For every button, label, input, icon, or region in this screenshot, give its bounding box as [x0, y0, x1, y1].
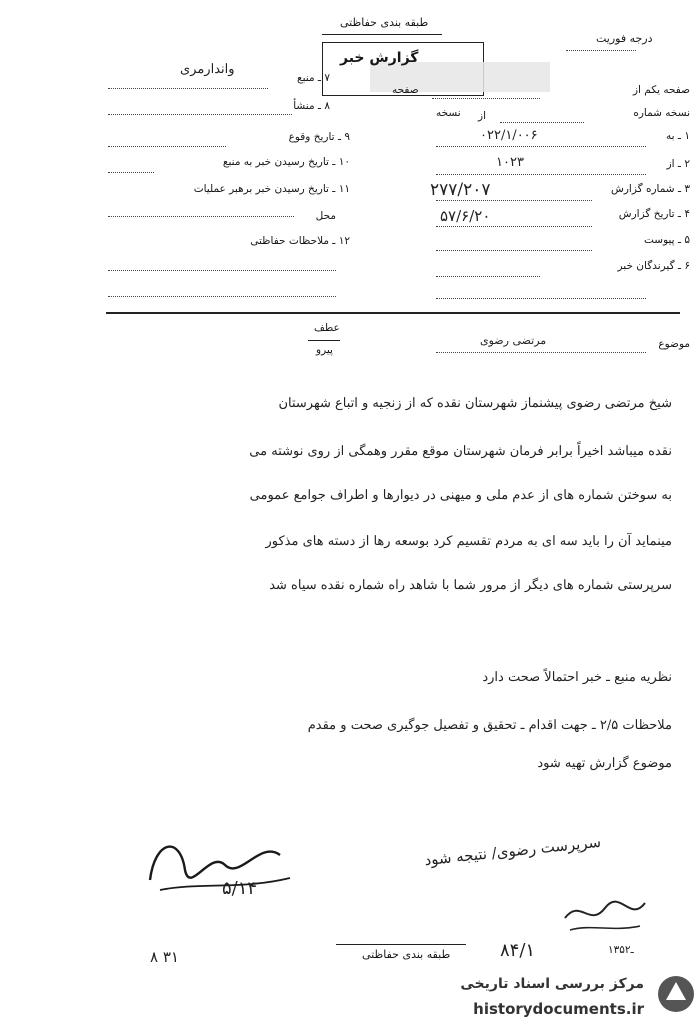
field-8-dots — [108, 114, 292, 115]
signature-date: ۵/۱۴ — [222, 878, 258, 899]
field-11-place: محل — [315, 210, 336, 222]
right-signature-text: سرپرست رضوی/ نتیجه شود — [423, 832, 602, 870]
field-4-label: ۴ ـ تاریخ گزارش — [618, 208, 690, 220]
note-line-2: موضوع گزارش تهیه شود — [537, 756, 672, 771]
copy-dots — [500, 122, 584, 123]
field-1-label: ۱ ـ به — [666, 130, 690, 142]
field-4-value: ۵۷/۶/۲۰ — [440, 207, 491, 225]
copy-label: نسخه شماره — [633, 107, 690, 119]
form-title: گزارش خبر — [340, 50, 419, 66]
field-8-label: ۸ ـ منشأ — [293, 100, 330, 112]
field-1-value: ۰۲۲/۱/۰۰۶ — [480, 128, 538, 143]
ref-rule — [308, 340, 340, 341]
field-6-dots — [436, 276, 540, 277]
field-12-label: ۱۲ ـ ملاحظات حفاظتی — [250, 235, 350, 247]
classification-bottom: طبقه بندی حفاظتی — [362, 948, 451, 961]
field-2-dots — [436, 174, 646, 175]
page-value: صفحه — [392, 84, 419, 96]
ref-atf: عطف — [314, 322, 340, 334]
field-5-label: ۵ ـ پیوست — [643, 234, 690, 246]
classification-top: طبقه بندی حفاظتی — [340, 16, 429, 29]
subject-dots — [436, 352, 646, 353]
margin-mark: ۸ ۳۱ — [150, 948, 179, 966]
field-7-value: واندارمری — [180, 62, 235, 77]
ref-peyro: پیرو — [316, 344, 333, 356]
body-line-5: سرپرستی شماره های دیگر از مرور شما با شاهد راه شماره نقده سیاه شد — [269, 578, 672, 593]
field-12-dots-2 — [108, 296, 336, 297]
field-11-label: ۱۱ ـ تاریخ رسیدن خبر برهبر عملیات — [193, 183, 350, 195]
page-label: صفحه یکم از — [632, 84, 690, 96]
field-6-label: ۶ ـ گیرندگان خبر — [617, 260, 690, 272]
priority-label: درجه فوریت — [596, 32, 653, 45]
copy-suffix: نسخه — [436, 107, 461, 119]
field-6-dots-2 — [436, 298, 646, 299]
archive-logo-icon — [656, 974, 696, 1014]
subject-value: مرتضی رضوی — [480, 334, 547, 347]
page-dots — [432, 98, 540, 99]
field-2-value: ۱۰۲۳ — [496, 155, 524, 170]
field-10-label: ۱۰ ـ تاریخ رسیدن خبر به منبع — [222, 156, 350, 168]
watermark — [410, 970, 700, 1030]
body-line-1: شیخ مرتضی رضوی پیشنماز شهرستان نقده که از زنجیه و اتباع شهرستان — [278, 396, 672, 411]
field-2-label: ۲ ـ از — [666, 158, 690, 170]
signature-scribble-right — [560, 888, 650, 938]
note-line-1: ملاحظات ۲/۵ ـ جهت اقدام ـ تحقیق و تفصیل جوگیری صحت و مقدم — [307, 718, 672, 733]
subject-label: موضوع — [658, 338, 690, 350]
watermark-title: مرکز بررسی اسناد تاریخی — [460, 976, 644, 992]
copy-of: از — [478, 110, 486, 122]
field-4-dots — [436, 226, 592, 227]
body-line-4: مینماید آن را باید سه ای به مردم تقسیم کرد بوسعه رها از دسته های مذکور — [265, 534, 672, 549]
form-code: ۱۳ـ۵۲ — [608, 944, 634, 956]
source-opinion: نظریه منبع ـ خبر احتمالاً صحت دارد — [482, 670, 672, 685]
field-1-dots — [436, 146, 646, 147]
field-12-dots — [108, 270, 336, 271]
field-3-value: ۲۷۷/۲۰۷ — [430, 180, 491, 200]
priority-dots — [566, 50, 636, 51]
field-7-dots — [108, 88, 268, 89]
field-5-dots — [436, 250, 592, 251]
section-divider — [106, 312, 680, 314]
stamp-number: ۸۴/۱ — [500, 940, 536, 961]
signature-left — [140, 820, 300, 910]
field-10-dots — [108, 172, 154, 173]
field-7-label: ۷ ـ منبع — [297, 72, 330, 84]
field-9-label: ۹ ـ تاریخ وقوع — [288, 131, 350, 143]
field-11-dots — [108, 216, 294, 217]
body-line-2: نقده میباشد اخیراً برابر فرمان شهرستان موقع مقرر وهمگی از روی نوشته می — [249, 444, 672, 459]
body-line-3: به سوختن شماره های از عدم ملی و میهنی در دیوارها و اطراف جوامع عمومی — [249, 488, 672, 503]
field-3-label: ۳ ـ شماره گزارش — [611, 183, 690, 195]
watermark-url: historydocuments.ir — [473, 1000, 644, 1018]
field-3-dots — [436, 200, 592, 201]
header-rule — [322, 34, 442, 35]
footer-rule — [336, 944, 466, 945]
field-9-dots — [108, 146, 226, 147]
